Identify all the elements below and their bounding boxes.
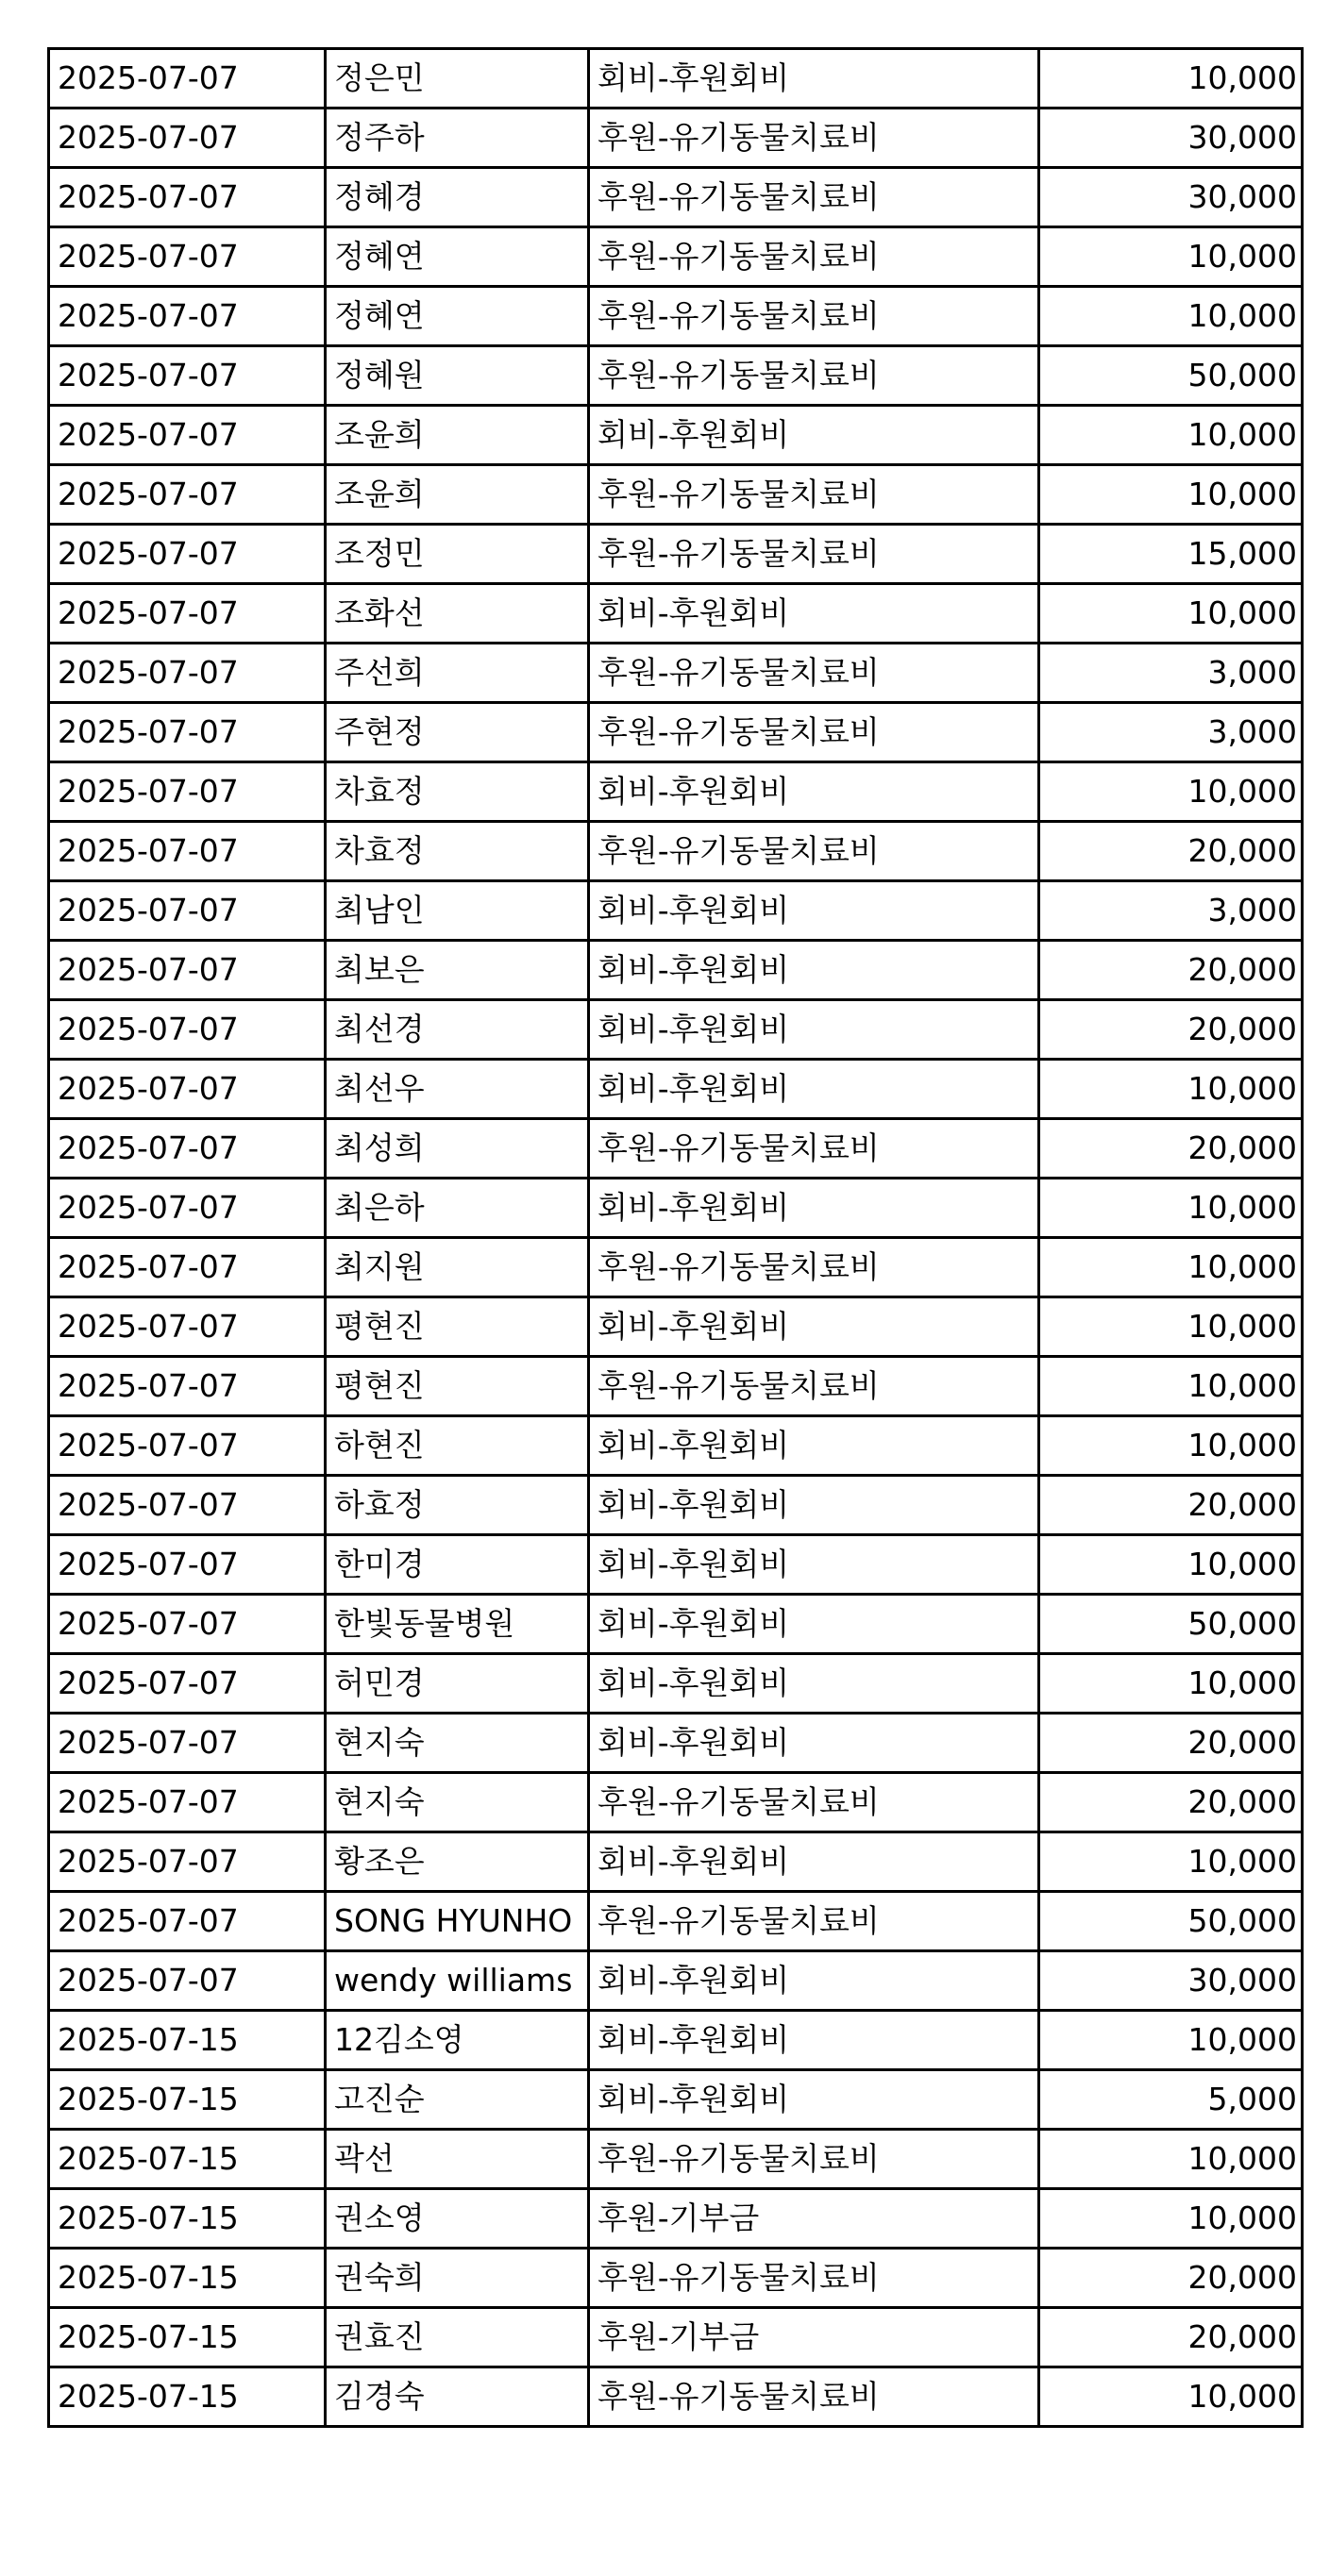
donor-name-cell: 김경숙 [326, 2367, 589, 2427]
category-cell: 회비-후원회비 [589, 1476, 1039, 1535]
amount-cell: 10,000 [1039, 1060, 1303, 1119]
table-row [49, 1832, 1303, 1892]
table-row [49, 2308, 1303, 2367]
date-cell: 2025-07-07 [49, 1951, 326, 2011]
donor-name-cell: 최성희 [326, 1119, 589, 1179]
table-row [49, 1535, 1303, 1595]
date-cell: 2025-07-07 [49, 644, 326, 703]
donor-name-cell: 12김소영 [326, 2011, 589, 2070]
donor-name-cell: 조화선 [326, 584, 589, 644]
category-cell: 후원-유기동물치료비 [589, 1238, 1039, 1297]
date-cell: 2025-07-07 [49, 1238, 326, 1297]
date-cell: 2025-07-07 [49, 287, 326, 346]
date-cell: 2025-07-07 [49, 1892, 326, 1951]
amount-cell: 20,000 [1039, 1714, 1303, 1773]
amount-cell: 10,000 [1039, 287, 1303, 346]
donor-name-cell: 권소영 [326, 2189, 589, 2249]
category-cell: 회비-후원회비 [589, 1416, 1039, 1476]
date-cell: 2025-07-07 [49, 465, 326, 525]
table-row [49, 1357, 1303, 1416]
donor-name-cell: 하효정 [326, 1476, 589, 1535]
amount-cell: 10,000 [1039, 584, 1303, 644]
date-cell: 2025-07-07 [49, 525, 326, 584]
date-cell: 2025-07-15 [49, 2070, 326, 2130]
category-cell: 후원-유기동물치료비 [589, 2367, 1039, 2427]
donor-name-cell: 현지숙 [326, 1773, 589, 1832]
table-row [49, 1119, 1303, 1179]
donor-name-cell: 정혜원 [326, 346, 589, 406]
donor-name-cell: 권숙희 [326, 2249, 589, 2308]
date-cell: 2025-07-15 [49, 2308, 326, 2367]
ledger-body [49, 49, 1303, 2427]
table-row [49, 2011, 1303, 2070]
category-cell: 후원-유기동물치료비 [589, 168, 1039, 227]
donor-name-cell: 조윤희 [326, 406, 589, 465]
date-cell: 2025-07-07 [49, 109, 326, 168]
category-cell: 회비-후원회비 [589, 1179, 1039, 1238]
category-cell: 회비-후원회비 [589, 1714, 1039, 1773]
amount-cell: 20,000 [1039, 2308, 1303, 2367]
table-row [49, 1238, 1303, 1297]
donor-name-cell: 정주하 [326, 109, 589, 168]
category-cell: 후원-유기동물치료비 [589, 2130, 1039, 2189]
category-cell: 회비-후원회비 [589, 881, 1039, 941]
category-cell: 회비-후원회비 [589, 406, 1039, 465]
donor-name-cell: 최선경 [326, 1000, 589, 1060]
date-cell: 2025-07-07 [49, 1654, 326, 1714]
donation-ledger-table [47, 47, 1304, 2428]
table-row [49, 406, 1303, 465]
table-row [49, 109, 1303, 168]
donor-name-cell: 차효정 [326, 822, 589, 881]
category-cell: 회비-후원회비 [589, 49, 1039, 109]
donor-name-cell: 차효정 [326, 762, 589, 822]
amount-cell: 20,000 [1039, 1119, 1303, 1179]
table-row [49, 287, 1303, 346]
date-cell: 2025-07-07 [49, 1773, 326, 1832]
table-row [49, 2189, 1303, 2249]
donor-name-cell: 정혜연 [326, 227, 589, 287]
category-cell: 후원-유기동물치료비 [589, 2249, 1039, 2308]
table-row [49, 168, 1303, 227]
category-cell: 회비-후원회비 [589, 2070, 1039, 2130]
donor-name-cell: 고진순 [326, 2070, 589, 2130]
category-cell: 회비-후원회비 [589, 1832, 1039, 1892]
amount-cell: 10,000 [1039, 1179, 1303, 1238]
table-row [49, 1476, 1303, 1535]
donor-name-cell: 권효진 [326, 2308, 589, 2367]
donor-name-cell: 황조은 [326, 1832, 589, 1892]
category-cell: 후원-기부금 [589, 2308, 1039, 2367]
date-cell: 2025-07-07 [49, 941, 326, 1000]
amount-cell: 3,000 [1039, 644, 1303, 703]
amount-cell: 20,000 [1039, 1000, 1303, 1060]
donor-name-cell: 평현진 [326, 1357, 589, 1416]
date-cell: 2025-07-07 [49, 1416, 326, 1476]
table-row [49, 1773, 1303, 1832]
donor-name-cell: 한빛동물병원 [326, 1595, 589, 1654]
amount-cell: 10,000 [1039, 1654, 1303, 1714]
table-row [49, 703, 1303, 762]
category-cell: 회비-후원회비 [589, 1951, 1039, 2011]
amount-cell: 10,000 [1039, 1535, 1303, 1595]
table-row [49, 465, 1303, 525]
amount-cell: 3,000 [1039, 881, 1303, 941]
table-row [49, 1595, 1303, 1654]
category-cell: 후원-유기동물치료비 [589, 109, 1039, 168]
date-cell: 2025-07-15 [49, 2130, 326, 2189]
table-row [49, 1951, 1303, 2011]
category-cell: 회비-후원회비 [589, 1654, 1039, 1714]
table-row [49, 584, 1303, 644]
donor-name-cell: SONG HYUNHO [326, 1892, 589, 1951]
amount-cell: 10,000 [1039, 1416, 1303, 1476]
donor-name-cell: 정혜연 [326, 287, 589, 346]
date-cell: 2025-07-07 [49, 49, 326, 109]
date-cell: 2025-07-07 [49, 1357, 326, 1416]
category-cell: 후원-유기동물치료비 [589, 1119, 1039, 1179]
amount-cell: 3,000 [1039, 703, 1303, 762]
table-row [49, 2367, 1303, 2427]
amount-cell: 10,000 [1039, 762, 1303, 822]
date-cell: 2025-07-07 [49, 1832, 326, 1892]
amount-cell: 10,000 [1039, 2130, 1303, 2189]
donor-name-cell: 최은하 [326, 1179, 589, 1238]
date-cell: 2025-07-15 [49, 2189, 326, 2249]
donor-name-cell: 조윤희 [326, 465, 589, 525]
donor-name-cell: 최선우 [326, 1060, 589, 1119]
date-cell: 2025-07-07 [49, 406, 326, 465]
category-cell: 회비-후원회비 [589, 1060, 1039, 1119]
category-cell: 후원-유기동물치료비 [589, 287, 1039, 346]
category-cell: 후원-유기동물치료비 [589, 1357, 1039, 1416]
table-row [49, 1000, 1303, 1060]
table-row [49, 1714, 1303, 1773]
amount-cell: 30,000 [1039, 1951, 1303, 2011]
date-cell: 2025-07-07 [49, 1297, 326, 1357]
category-cell: 회비-후원회비 [589, 1000, 1039, 1060]
table-row [49, 822, 1303, 881]
date-cell: 2025-07-07 [49, 822, 326, 881]
amount-cell: 50,000 [1039, 1595, 1303, 1654]
donor-name-cell: 현지숙 [326, 1714, 589, 1773]
date-cell: 2025-07-07 [49, 703, 326, 762]
table-row [49, 2070, 1303, 2130]
donor-name-cell: wendy williams [326, 1951, 589, 2011]
table-row [49, 1654, 1303, 1714]
table-row [49, 2130, 1303, 2189]
category-cell: 후원-유기동물치료비 [589, 1773, 1039, 1832]
category-cell: 후원-유기동물치료비 [589, 822, 1039, 881]
donor-name-cell: 곽선 [326, 2130, 589, 2189]
table-row [49, 49, 1303, 109]
amount-cell: 10,000 [1039, 1297, 1303, 1357]
donor-name-cell: 정은민 [326, 49, 589, 109]
amount-cell: 20,000 [1039, 822, 1303, 881]
category-cell: 회비-후원회비 [589, 1297, 1039, 1357]
date-cell: 2025-07-07 [49, 346, 326, 406]
table-row [49, 1416, 1303, 1476]
category-cell: 회비-후원회비 [589, 1535, 1039, 1595]
amount-cell: 10,000 [1039, 2367, 1303, 2427]
category-cell: 회비-후원회비 [589, 584, 1039, 644]
donor-name-cell: 주현정 [326, 703, 589, 762]
category-cell: 후원-기부금 [589, 2189, 1039, 2249]
donor-name-cell: 정혜경 [326, 168, 589, 227]
amount-cell: 10,000 [1039, 2189, 1303, 2249]
date-cell: 2025-07-07 [49, 881, 326, 941]
donor-name-cell: 하현진 [326, 1416, 589, 1476]
donor-name-cell: 최지원 [326, 1238, 589, 1297]
date-cell: 2025-07-07 [49, 1119, 326, 1179]
amount-cell: 20,000 [1039, 2249, 1303, 2308]
date-cell: 2025-07-07 [49, 1060, 326, 1119]
date-cell: 2025-07-07 [49, 1000, 326, 1060]
table-row [49, 1297, 1303, 1357]
amount-cell: 10,000 [1039, 1832, 1303, 1892]
donor-name-cell: 한미경 [326, 1535, 589, 1595]
table-row [49, 227, 1303, 287]
category-cell: 회비-후원회비 [589, 762, 1039, 822]
amount-cell: 20,000 [1039, 1476, 1303, 1535]
date-cell: 2025-07-07 [49, 168, 326, 227]
date-cell: 2025-07-07 [49, 1179, 326, 1238]
table-row [49, 881, 1303, 941]
category-cell: 후원-유기동물치료비 [589, 1892, 1039, 1951]
table-row [49, 2249, 1303, 2308]
amount-cell: 30,000 [1039, 168, 1303, 227]
date-cell: 2025-07-15 [49, 2011, 326, 2070]
table-row [49, 941, 1303, 1000]
table-row [49, 1179, 1303, 1238]
date-cell: 2025-07-15 [49, 2367, 326, 2427]
amount-cell: 50,000 [1039, 346, 1303, 406]
amount-cell: 20,000 [1039, 941, 1303, 1000]
table-row [49, 525, 1303, 584]
donor-name-cell: 최보은 [326, 941, 589, 1000]
amount-cell: 10,000 [1039, 227, 1303, 287]
table-row [49, 346, 1303, 406]
amount-cell: 15,000 [1039, 525, 1303, 584]
amount-cell: 10,000 [1039, 2011, 1303, 2070]
date-cell: 2025-07-07 [49, 227, 326, 287]
date-cell: 2025-07-07 [49, 584, 326, 644]
category-cell: 회비-후원회비 [589, 1595, 1039, 1654]
date-cell: 2025-07-07 [49, 762, 326, 822]
table-row [49, 1892, 1303, 1951]
date-cell: 2025-07-07 [49, 1535, 326, 1595]
category-cell: 후원-유기동물치료비 [589, 703, 1039, 762]
amount-cell: 10,000 [1039, 49, 1303, 109]
amount-cell: 20,000 [1039, 1773, 1303, 1832]
date-cell: 2025-07-15 [49, 2249, 326, 2308]
amount-cell: 10,000 [1039, 406, 1303, 465]
date-cell: 2025-07-07 [49, 1595, 326, 1654]
donor-name-cell: 최남인 [326, 881, 589, 941]
amount-cell: 10,000 [1039, 1238, 1303, 1297]
amount-cell: 50,000 [1039, 1892, 1303, 1951]
table-row [49, 762, 1303, 822]
amount-cell: 30,000 [1039, 109, 1303, 168]
category-cell: 후원-유기동물치료비 [589, 644, 1039, 703]
donor-name-cell: 평현진 [326, 1297, 589, 1357]
amount-cell: 5,000 [1039, 2070, 1303, 2130]
table-row [49, 1060, 1303, 1119]
category-cell: 후원-유기동물치료비 [589, 465, 1039, 525]
category-cell: 회비-후원회비 [589, 941, 1039, 1000]
amount-cell: 10,000 [1039, 1357, 1303, 1416]
donor-name-cell: 허민경 [326, 1654, 589, 1714]
date-cell: 2025-07-07 [49, 1476, 326, 1535]
category-cell: 회비-후원회비 [589, 2011, 1039, 2070]
table-row [49, 644, 1303, 703]
category-cell: 후원-유기동물치료비 [589, 346, 1039, 406]
category-cell: 후원-유기동물치료비 [589, 525, 1039, 584]
donor-name-cell: 주선희 [326, 644, 589, 703]
category-cell: 후원-유기동물치료비 [589, 227, 1039, 287]
amount-cell: 10,000 [1039, 465, 1303, 525]
date-cell: 2025-07-07 [49, 1714, 326, 1773]
donor-name-cell: 조정민 [326, 525, 589, 584]
